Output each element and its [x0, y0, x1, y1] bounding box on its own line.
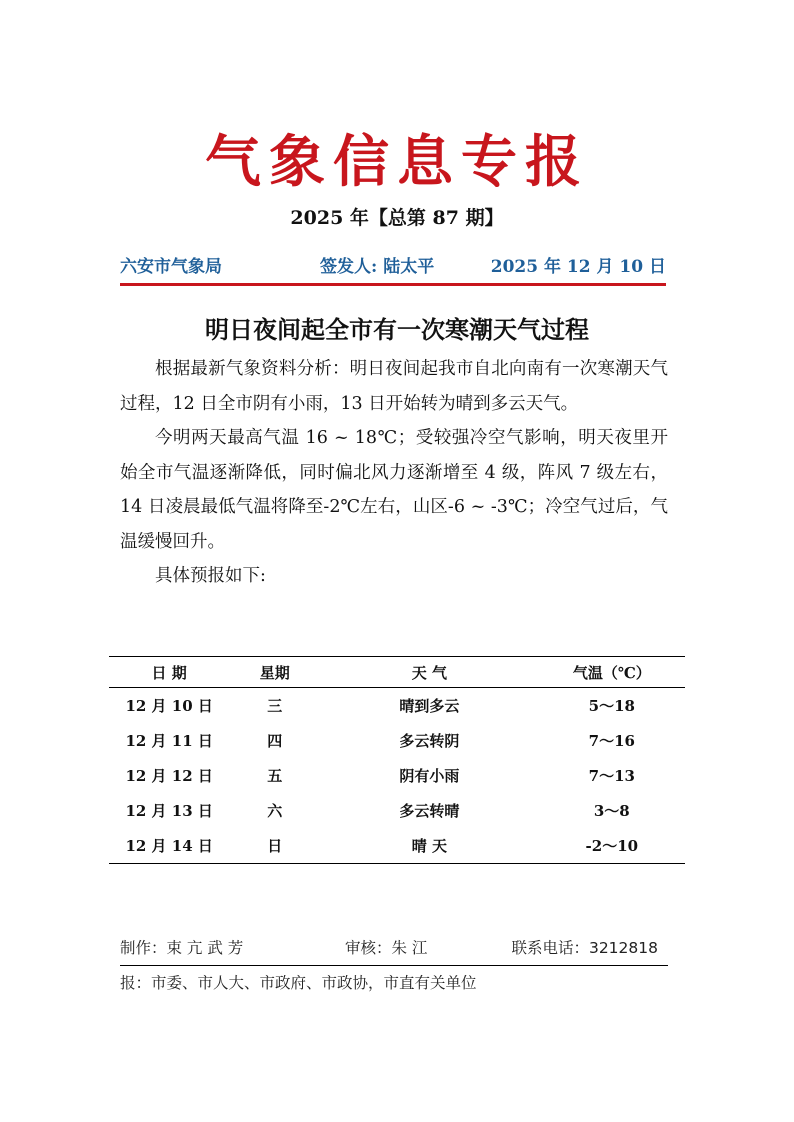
- cell-weather: 多云转阴: [399, 732, 460, 750]
- footer-contact: 联系电话：3212818: [511, 939, 658, 957]
- cell-temp: 7～16: [588, 732, 635, 750]
- col-temp-header: 气温（℃）: [539, 657, 685, 688]
- cell-weather: 多云转晴: [399, 802, 460, 820]
- table-row: [109, 793, 685, 828]
- cell-temp: 3～8: [593, 802, 630, 820]
- cell-date: 12 月 14 日: [109, 828, 229, 864]
- cell-weather: 晴到多云: [399, 697, 460, 715]
- col-weather-header: 天 气: [320, 657, 539, 688]
- cell-temp: 5～18: [588, 697, 635, 715]
- signer: 签发人: 陆太平: [320, 257, 435, 277]
- footer-divider: [120, 965, 668, 966]
- cell-weather: 晴 天: [320, 828, 539, 864]
- table-row: [109, 758, 685, 793]
- paragraph-1: 根据最新气象资料分析：明日夜间起我市自北向南有一次寒潮天气过程，12 日全市阴有小雨，13 日开始转为晴到多云天气。: [120, 359, 668, 414]
- cell-date: 12 月 12 日: [125, 767, 213, 785]
- footer-recipients: 报：市委、市人大、市政府、市政协，市直有关单位: [120, 974, 477, 992]
- masthead-title: 气象信息专报: [205, 129, 589, 195]
- paragraph-3: 具体预报如下:: [155, 566, 266, 586]
- cell-weekday: 四: [267, 732, 283, 750]
- headline: 明日夜间起全市有一次寒潮天气过程: [205, 315, 589, 344]
- cell-date: 12 月 11 日: [125, 732, 213, 750]
- table-row: [109, 828, 685, 864]
- table-row: [109, 723, 685, 758]
- issue-date: 2025 年 12 月 10 日: [490, 257, 666, 277]
- header-divider: [120, 283, 666, 286]
- footer-reviewer: 审核：朱 江: [345, 939, 428, 957]
- cell-weekday: 五: [267, 767, 283, 785]
- cell-date: 12 月 10 日: [125, 697, 213, 715]
- issue-number: 2025 年【总第 87 期】: [290, 207, 504, 229]
- col-weekday-header: 星期: [229, 657, 320, 688]
- body-text: [120, 352, 668, 594]
- cell-temp: 7～13: [588, 767, 635, 785]
- meta-bar: [120, 252, 666, 278]
- cell-weather: 阴有小雨: [399, 767, 460, 785]
- table-header-row: [109, 657, 685, 688]
- table-row: [109, 688, 685, 724]
- cell-temp: -2～10: [539, 828, 685, 864]
- cell-weekday: 日: [229, 828, 320, 864]
- issuing-org: 六安市气象局: [120, 257, 222, 277]
- cell-weekday: 三: [267, 697, 283, 715]
- cell-weekday: 六: [267, 802, 283, 820]
- cell-date: 12 月 13 日: [125, 802, 213, 820]
- forecast-table: [109, 656, 685, 864]
- col-date-header: 日 期: [109, 657, 229, 688]
- paragraph-2: 今明两天最高气温 16 ~ 18℃；受较强冷空气影响，明天夜里开始全市气温逐渐降低，同时偏北风力逐渐增至 4 级，阵风 7 级左右，14 日凌晨最低气温将降至-2℃左右，山区-6 ~ -3℃；冷空气过后，气温缓慢回升。: [120, 428, 668, 552]
- footer-maker: 制作：束 亢 武 芳: [120, 939, 244, 957]
